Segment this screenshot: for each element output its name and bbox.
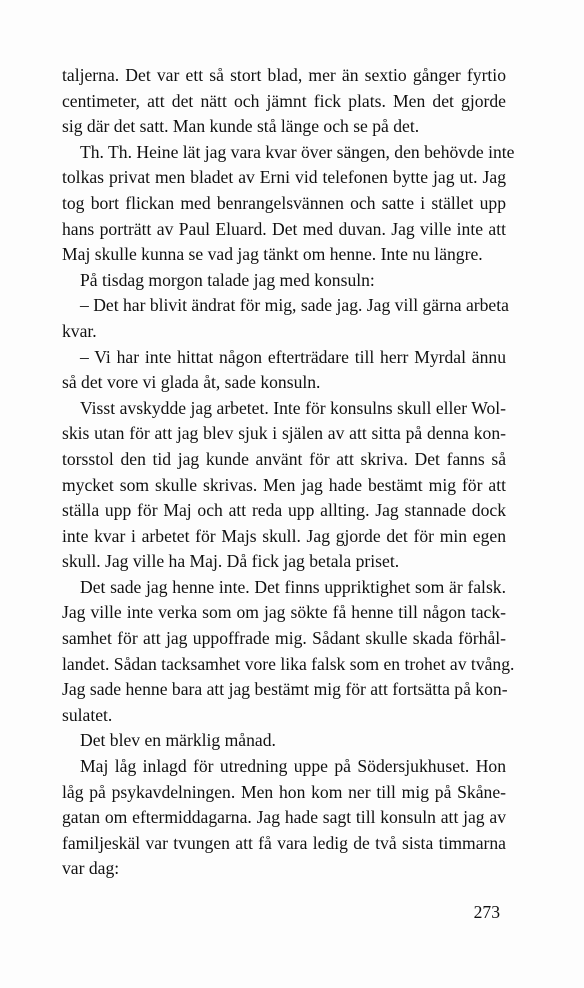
text-line: Maj skulle kunna se vad jag tänkt om henne. Inte nu längre. [62, 244, 483, 265]
text-line: sulatet. [62, 704, 113, 725]
text-line: hans porträtt av Paul Eluard. Det med duvan. Jag ville inte att [62, 218, 506, 239]
text-line: Jag sade henne bara att jag bestämt mig för att fortsätta på kon- [62, 679, 508, 700]
text-line: var dag: [62, 858, 120, 879]
text-line: kvar. [62, 320, 97, 341]
text-line: På tisdag morgon talade jag med konsuln: [80, 269, 375, 290]
text-line: taljerna. Det var ett så stort blad, mer än sextio gånger fyrtio [62, 65, 506, 85]
text-line: Jag ville inte verka som om jag sökte få henne till någon tack- [62, 602, 506, 623]
text-line: sig där det satt. Man kunde stå länge och se på det. [62, 116, 420, 137]
text-line: skull. Jag ville ha Maj. Då fick jag betala priset. [62, 551, 400, 572]
text-line: låg på psykavdelningen. Men hon kom ner till mig på Skåne- [62, 781, 506, 802]
text-line: Th. Th. Heine lät jag vara kvar över sängen, den behövde inte [80, 141, 515, 162]
text-line: Visst avskydde jag arbetet. Inte för konsulns skull eller Wol- [80, 397, 506, 418]
text-line: samhet för att jag uppoffrade mig. Sådant skulle skada förhål- [62, 628, 506, 649]
text-line: centimeter, att det nätt och jämnt fick plats. Men det gjorde [62, 90, 506, 111]
text-line: landet. Sådan tacksamhet vore lika falsk som en trohet av tvång. [62, 653, 515, 674]
text-line: torsstol den tid jag kunde använt för att skriva. Det fanns så [62, 448, 506, 469]
text-line: gatan om eftermiddagarna. Jag hade sagt till konsuln att jag av [62, 807, 506, 828]
body-text [62, 63, 515, 882]
text-line: familjeskäl var tvungen att få vara ledig de två sista timmarna [62, 832, 506, 853]
page-number: 273 [473, 902, 500, 922]
text-line: inte kvar i arbetet för Majs skull. Jag gjorde det för min egen [62, 525, 506, 546]
text-line: Det sade jag henne inte. Det finns uppriktighet som är falsk. [80, 576, 506, 597]
text-line: – Vi har inte hittat någon efterträdare till herr Myrdal ännu [80, 346, 506, 367]
text-line: mycket som skulle skrivas. Men jag hade bestämt mig för att [62, 474, 506, 495]
text-line: Maj låg inlagd för utredning uppe på Södersjukhuset. Hon [80, 756, 506, 777]
text-line: tolkas privat men bladet av Erni vid telefonen bytte jag ut. Jag [62, 167, 506, 188]
text-line: skis utan för att jag blev sjuk i själen av att sitta på denna kon- [62, 423, 506, 444]
text-line: – Det har blivit ändrat för mig, sade jag. Jag vill gärna arbeta [80, 295, 509, 316]
text-line: tog bort flickan med benrangelsvännen och satte i stället upp [62, 192, 506, 213]
text-line: Det blev en märklig månad. [80, 730, 276, 751]
text-line: ställa upp för Maj och att reda upp allting. Jag stannade dock [62, 500, 506, 521]
text-line: så det vore vi glada åt, sade konsuln. [62, 372, 321, 393]
